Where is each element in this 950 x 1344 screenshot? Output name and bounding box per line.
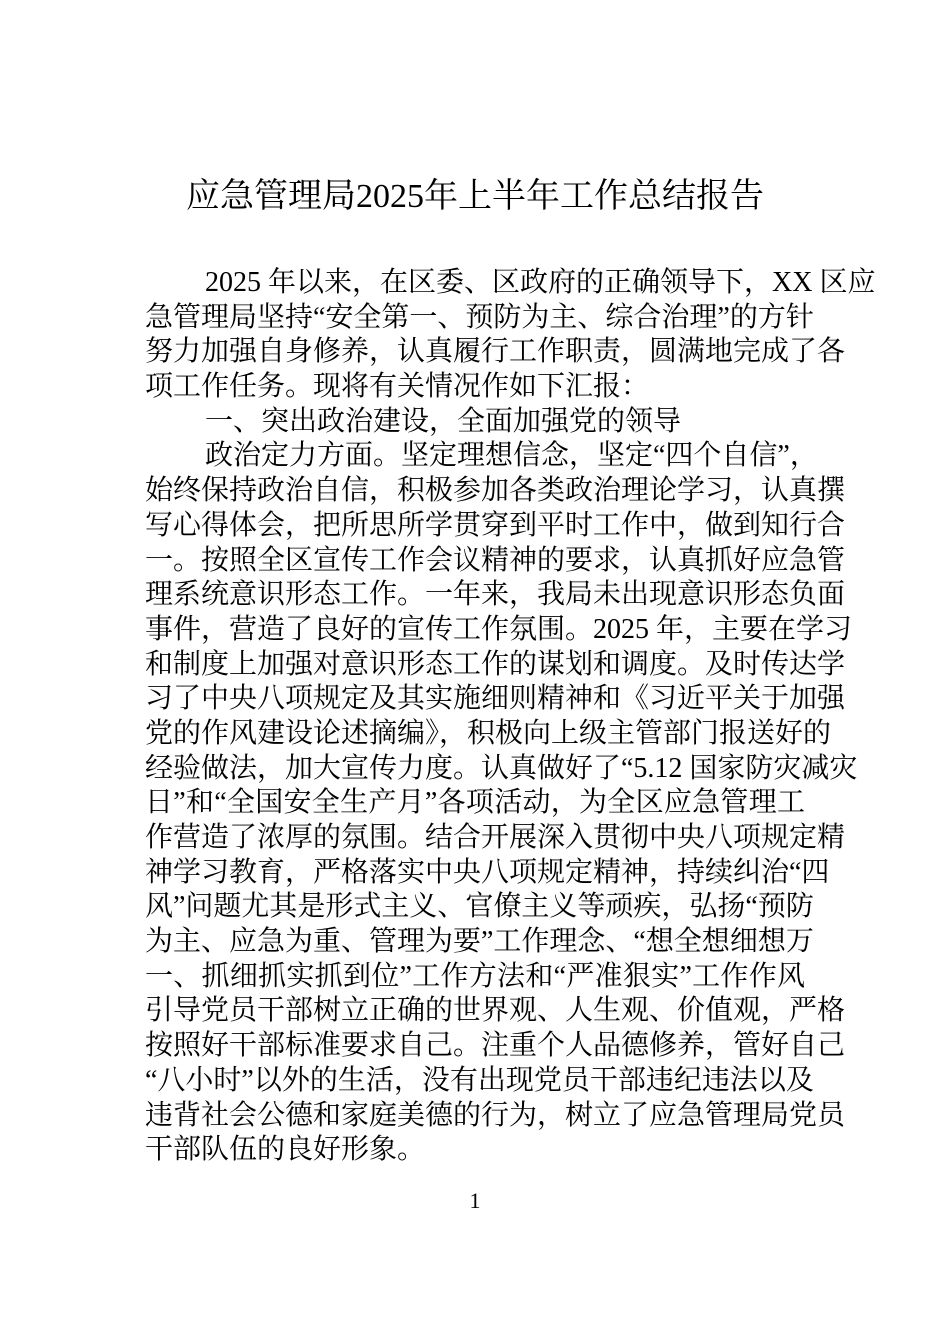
- text-line: 按照好干部标准要求自己。注重个人品德修养，管好自己: [145, 1030, 846, 1062]
- page-number: 1: [469, 1188, 481, 1213]
- text-line: 一。按照全区宣传工作会议精神的要求，认真抓好应急管: [145, 544, 846, 576]
- paragraph: [145, 439, 858, 1167]
- text-line: 习了中央八项规定及其实施细则精神和《习近平关于加强: [145, 683, 846, 715]
- text-line: 违背社会公德和家庭美德的行为，树立了应急管理局党员: [145, 1099, 846, 1131]
- text-line: 引导党员干部树立正确的世界观、人生观、价值观，严格: [145, 995, 846, 1027]
- text-line: 一、抓细抓实抓到位”工作方法和“严准狠实”工作作风: [145, 960, 805, 992]
- text-line: 神学习教育，严格落实中央八项规定精神，持续纠治“四: [145, 856, 830, 888]
- text-line: 理系统意识形态工作。一年来，我局未出现意识形态负面: [145, 579, 846, 611]
- document-body: [145, 266, 876, 1168]
- text-line: 党的作风建设论述摘编》，积极向上级主管部门报送好的: [145, 717, 832, 749]
- text-line: 急管理局坚持“安全第一、预防为主、综合治理”的方针: [145, 301, 814, 333]
- text-line: 经验做法，加大宣传力度。认真做好了“5.12 国家防灾减灾: [145, 752, 858, 784]
- text-line: 写心得体会，把所思所学贯穿到平时工作中，做到知行合: [145, 509, 846, 541]
- text-line: 始终保持政治自信，积极参加各类政治理论学习，认真撰: [145, 475, 846, 507]
- text-line: 作营造了浓厚的氛围。结合开展深入贯彻中央八项规定精: [145, 822, 846, 853]
- text-line: “八小时”以外的生活，没有出现党员干部违纪违法以及: [145, 1064, 814, 1096]
- document-title: 应急管理局2025年上半年工作总结报告: [186, 178, 764, 215]
- text-line: 项工作任务。现将有关情况作如下汇报：: [145, 371, 650, 403]
- text-line: 2025 年以来，在区委、区政府的正确领导下，XX 区应: [205, 267, 876, 298]
- text-line: 政治定力方面。坚定理想信念，坚定“四个自信”，: [205, 440, 818, 472]
- text-line: 日”和“全国安全生产月”各项活动，为全区应急管理工: [145, 787, 805, 819]
- text-line: 一、突出政治建设，全面加强党的领导: [205, 405, 682, 437]
- section-heading: [145, 405, 805, 440]
- text-line: 风”问题尤其是形式主义、官僚主义等顽疾，弘扬“预防: [145, 891, 814, 923]
- text-line: 努力加强自身修养，认真履行工作职责，圆满地完成了各: [145, 336, 846, 368]
- text-line: 和制度上加强对意识形态工作的谋划和调度。及时传达学: [145, 648, 846, 680]
- text-line: 为主、应急为重、管理为要”工作理念、“想全想细想万: [145, 926, 814, 958]
- text-line: 干部队伍的良好形象。: [145, 1134, 426, 1166]
- text-line: 事件，营造了良好的宣传工作氛围。2025 年，主要在学习: [145, 613, 853, 645]
- paragraph: [145, 266, 876, 405]
